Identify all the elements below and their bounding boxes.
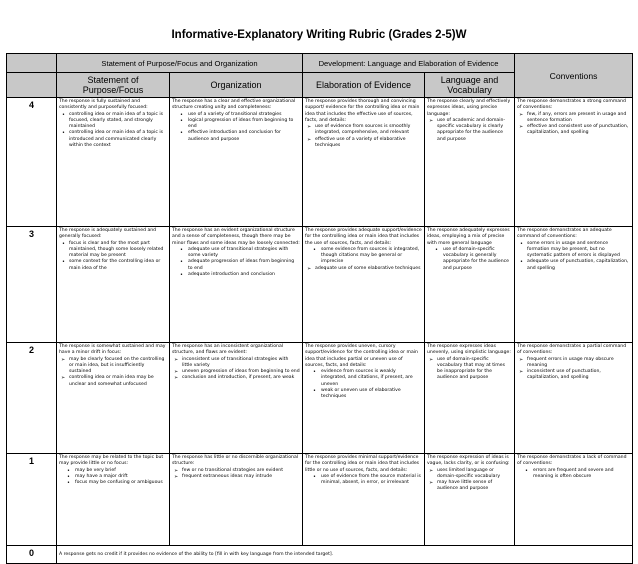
cell-intro: The response provides thorough and convincing support/ evidence for the controlling idea or main idea that includes the effective use of sources, facts, and details:: [305, 99, 420, 123]
cell-intro: The response expresses ideas unevenly, using simplistic language:: [427, 344, 511, 356]
cell-intro: The response may be related to the topic but may provide little or no focus:: [59, 455, 164, 467]
cell-intro: The response is adequately sustained and generally focused:: [59, 228, 157, 240]
bullet: • adequate progression of ideas from beginning to end: [172, 259, 300, 272]
bullet: • some errors in usage and sentence formation may be present, but no systematic pattern of errors is displayed: [517, 241, 630, 260]
bullet: • use of a variety of transitional strategies: [172, 112, 300, 118]
bullet: • logical progression of ideas from beginning to end: [172, 118, 300, 131]
bullet: ➢ few or no transitional strategies are evident: [172, 468, 300, 474]
bullet: ➢ controlling idea or main idea may be unclear and somewhat unfocused: [59, 375, 167, 388]
cell-3-organization: [170, 227, 303, 343]
header-group-row: [7, 54, 633, 73]
bullet: ➢ may be clearly focused on the controlling or main idea, but is insufficiently sustained: [59, 357, 167, 376]
cell-intro: The response has an inconsistent organizational structure, and flaws are evident:: [172, 344, 284, 356]
cell-4-elaboration: [303, 98, 425, 227]
cell-intro: The response demonstrates an adequate command of conventions:: [517, 228, 612, 240]
cell-3-conventions: [515, 227, 633, 343]
rubric-row-0: [7, 546, 633, 564]
bullet: • controlling idea or main idea of a topic is focused, clearly stated, and strongly maintained: [59, 112, 167, 131]
header-group-purpose-organization: Statement of Purpose/Focus and Organization: [57, 54, 303, 73]
bullet: • use of evidence from the source material is minimal, absent, in error, or irrelevant: [305, 474, 422, 487]
bullet: • errors are frequent and severe and meaning is often obscure: [517, 468, 630, 481]
bullet: ➢ uses limited language or domain-specific vocabulary: [427, 468, 512, 481]
cell-2-purpose: [57, 343, 170, 454]
score-4: 4: [7, 98, 57, 227]
bullet: • evidence from sources is weakly integrated, and citations, if present, are uneven: [305, 369, 422, 388]
rubric-row-1: [7, 454, 633, 546]
score-2: 2: [7, 343, 57, 454]
cell-2-conventions: [515, 343, 633, 454]
cell-2-organization: [170, 343, 303, 454]
bullet: • focus is clear and for the most part maintained, though some loosely related material may be present: [59, 241, 167, 260]
cell-intro: The response provides adequate support/evidence for the controlling idea or main idea that includes the use of sources, facts, and details:: [305, 228, 422, 246]
bullet: ➢ conclusion and introduction, if present, are weak: [172, 375, 300, 381]
bullet: • may be very brief: [59, 468, 167, 474]
cell-intro: The response demonstrates a partial command of conventions:: [517, 344, 627, 356]
rubric-row-2: [7, 343, 633, 454]
cell-intro: The response has an evident organizational structure and a sense of completeness, though there may be minor flaws and some ideas may be loosely connected:: [172, 228, 300, 246]
cell-intro: The response clearly and effectively expresses ideas, using precise language:: [427, 99, 511, 117]
cell-1-elaboration: [303, 454, 425, 546]
cell-1-organization: [170, 454, 303, 546]
cell-3-purpose: [57, 227, 170, 343]
bullet: ➢ use of evidence from sources is smoothly integrated, comprehensive, and relevant: [305, 124, 422, 137]
bullet: ➢ effective use of a variety of elaborative techniques: [305, 137, 422, 150]
bullet: • focus may be confusing or ambiguous: [59, 480, 167, 486]
cell-intro: The response demonstrates a lack of command of conventions:: [517, 455, 627, 467]
cell-intro: The response provides minimal support/evidence for the controlling idea or main idea that includes little or no use of sources, facts, and details:: [305, 455, 420, 473]
cell-intro: The response expression of ideas is vague, lacks clarity, or is confusing:: [427, 455, 510, 467]
score-3: 3: [7, 227, 57, 343]
rubric-row-4: [7, 98, 633, 227]
bullet: ➢ frequent extraneous ideas may intrude: [172, 474, 300, 480]
rubric-row-3: [7, 227, 633, 343]
bullet: ➢ adequate use of some elaborative techniques: [305, 266, 422, 272]
bullet: ➢ use of academic and domain-specific vocabulary is clearly appropriate for the audience and purpose: [427, 118, 512, 143]
bullet: ➢ use of domain-specific vocabulary that may at times be inappropriate for the audience and purpose: [427, 357, 512, 382]
bullet: ➢ inconsistent use of transitional strategies with little variety: [172, 357, 300, 370]
cell-3-elaboration: [303, 227, 425, 343]
bullet: • adequate introduction and conclusion: [172, 272, 300, 278]
header-corner-2: [7, 73, 57, 98]
cell-intro: The response is somewhat sustained and may have a minor drift in focus:: [59, 344, 166, 356]
cell-intro: The response has a clear and effective organizational structure creating unity and completeness:: [172, 99, 296, 111]
cell-2-elaboration: [303, 343, 425, 454]
cell-intro: The response adequately expresses ideas, employing a mix of precise with more general language: [427, 228, 510, 246]
bullet: • controlling idea or main idea of a topic is introduced and communicated clearly within the context: [59, 130, 167, 149]
header-purpose: Statement of Purpose/Focus: [57, 73, 170, 98]
header-elaboration: Elaboration of Evidence: [303, 73, 425, 98]
bullet: • use of domain-specific vocabulary is generally appropriate for the audience and purpose: [427, 247, 512, 272]
cell-1-purpose: [57, 454, 170, 546]
bullet: • adequate use of transitional strategies with some variety: [172, 247, 300, 260]
bullet: • some evidence from sources is integrated, though citations may be general or imprecise: [305, 247, 422, 266]
bullet: ➢ uneven progression of ideas from beginning to end: [172, 369, 300, 375]
bullet: • effective introduction and conclusion for audience and purpose: [172, 130, 300, 143]
bullet: • some context for the controlling idea or main idea of the: [59, 259, 167, 272]
cell-intro: The response has little or no discernible organizational structure:: [172, 455, 299, 467]
cell-4-conventions: [515, 98, 633, 227]
bullet: ➢ inconsistent use of punctuation, capitalization, and spelling: [517, 369, 630, 382]
cell-intro: The response provides uneven, cursory support/evidence for the controlling idea or main idea that includes partial or uneven use of sources, facts, and details:: [305, 344, 418, 368]
cell-4-purpose: [57, 98, 170, 227]
cell-3-language: [425, 227, 515, 343]
zero-row-note: A response gets no credit if it provides no evidence of the ability to [fill in with key language from the intended target].: [57, 546, 633, 564]
bullet: ➢ effective and consistent use of punctuation, capitalization, and spelling: [517, 124, 630, 137]
bullet: • adequate use of punctuation, capitalization, and spelling: [517, 259, 630, 272]
header-group-development: Development: Language and Elaboration of Evidence: [303, 54, 515, 73]
header-language: Language and Vocabulary: [425, 73, 515, 98]
header-organization: Organization: [170, 73, 303, 98]
rubric-table: [6, 53, 633, 564]
bullet: ➢ few, if any, errors are present in usage and sentence formation: [517, 112, 630, 125]
score-0: 0: [7, 546, 57, 564]
cell-1-language: [425, 454, 515, 546]
cell-2-language: [425, 343, 515, 454]
cell-intro: The response is fully sustained and consistently and purposefully focused:: [59, 99, 148, 111]
cell-4-organization: [170, 98, 303, 227]
bullet: ➢ frequent errors in usage may obscure meaning: [517, 357, 630, 370]
bullet: ➢ may have little sense of audience and purpose: [427, 480, 512, 493]
cell-intro: The response demonstrates a strong command of conventions:: [517, 99, 626, 111]
header-corner: [7, 54, 57, 73]
bullet: • weak or uneven use of elaborative techniques: [305, 388, 422, 401]
header-conventions: Conventions: [515, 54, 633, 98]
cell-4-language: [425, 98, 515, 227]
bullet: • may have a major drift: [59, 474, 167, 480]
cell-1-conventions: [515, 454, 633, 546]
page-title: Informative-Explanatory Writing Rubric (Grades 2-5)W: [171, 29, 467, 41]
score-1: 1: [7, 454, 57, 546]
